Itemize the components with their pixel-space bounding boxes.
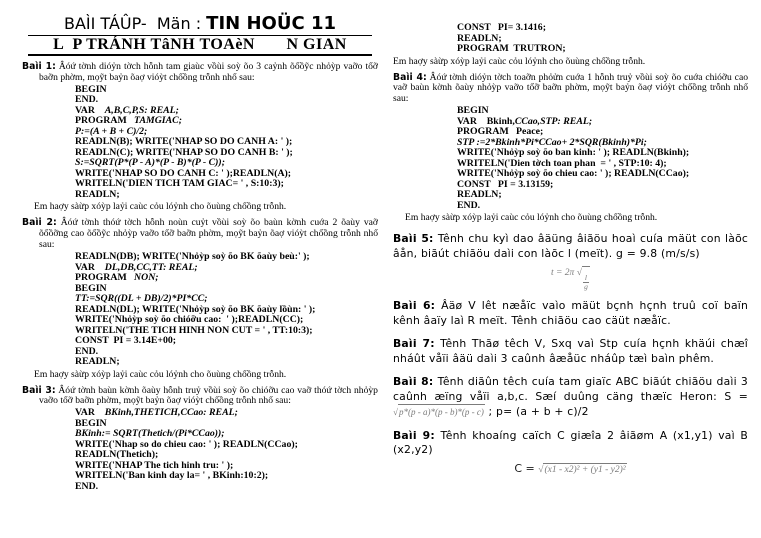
exercise-label: Baìi 4: [393,71,427,83]
code-line [457,201,748,212]
denominator: g [584,281,588,291]
code-block [457,23,748,55]
code-segment: BEGIN [75,83,107,95]
instruction-note: Em haợy sàừp xóỳp laỷi caùc cỏu lóỷnh cho õuùng chổồng trỗnh. [34,368,287,380]
exercise-label: Baìi 8: [393,375,434,389]
fraction [583,274,589,290]
code-segment: PROGRAM [75,272,135,284]
exercise-label: Baìi 5: [393,232,434,246]
code-line [75,482,378,493]
code-segment: A,B,C,P,S: REAL; [104,104,179,116]
code-segment: WRITE('NHAP SO DO CANH C: ' );READLN(A); [75,167,292,179]
text-run: ; p= (a + b + c)/2 [484,405,589,419]
code-segment: BEGIN [457,105,489,117]
code-line [75,190,378,201]
math-formula [393,266,748,290]
left-content [22,62,378,492]
code-segment: VAR [75,407,105,419]
code-block [75,408,378,492]
code-line [75,347,378,358]
instruction-note: Em haợy sàừp xóỳp laỷi caùc cỏu lóỷnh cho õuùng chổồng trỗnh. [393,55,646,67]
code-segment: DL,DB,CC,TT: REAL; [104,261,198,273]
code-segment: WRITELN('THE TICH HINH NON CUT = ' , TT:10:3); [75,324,313,336]
code-segment: WRITE('Nhap so do chieu cao: ' ); READLN(CCao); [75,438,298,450]
code-segment: CONST PI = 3.14E+00; [75,335,177,347]
right-content [393,23,748,476]
exercise-paragraph: Baìi 5: Tênh chu kyì dao âäüng âiãöu hoaì cuía mäüt con làõc âån, biãút chiãöu daìi con làõc l (meït). g = 9.8 (m/s/s) [393,232,749,260]
code-segment: END. [75,480,99,492]
radical-expression [538,463,626,476]
code-segment: WRITE('Nhỏỳp soỳ õo chióỡu cao: ' );READLN(CC); [75,314,304,326]
radicand [582,266,590,290]
exercise-label: Baìi 7: [393,337,435,351]
code-segment: READLN; [457,32,502,44]
code-line [75,336,378,347]
code-segment: READLN(Thetich); [75,449,159,461]
code-segment: WRITE('NHAP The tich hinh tru: ' ); [75,459,234,471]
exercise-paragraph [393,375,748,420]
code-segment: PROGRAM [75,115,135,127]
code-line [75,408,378,419]
code-line [75,471,378,482]
exercise-paragraph: Baìi 7: Tênh Thãø têch V, Sxq vaì Stp cuía hçnh khäúi chæî nháût våïi âäü daìi 3 caûnh âæåüc nháûp tæì baìn phêm. [393,337,748,365]
code-segment: END. [457,199,481,211]
code-segment: READLN(B); WRITE('NHAP SO DO CANH A: ' ); [75,136,293,148]
code-segment: BEGIN [75,417,107,429]
code-segment: TAMGIAC; [134,115,182,127]
exercise-paragraph: Baìi 2: Âóứ tờnh thóứ tờch hỗnh noùn cuỷt vồùi soỳ õo baùn kờnh cuớa 2 õaùy vaỡ õổồỡng cao õổồỹc nhỏỳp vaỡo tổỡ baỡn phờm, mọỹt baỷn õaợ vióỳt chổồng trỗnh nhổ sau: [22,217,378,251]
exercise-label: Baìi 2: [22,217,57,229]
code-segment: WRITELN('DIEN TICH TAM GIAC= ' , S:10:3); [75,178,284,190]
code-segment: CONST PI = 3.13159; [457,178,554,190]
document-subtitle: L P TRÁNH TâNH TOAèN N GIAN [53,36,347,53]
code-segment: READLN(DL); WRITE('Nhỏỳp soỳ õo BK õaùy lồùn: ' ); [75,303,316,315]
title-prefix: BAÌI TÁÛP- Män : [63,14,207,33]
code-segment: NON; [134,272,159,284]
code-segment: END. [75,345,99,357]
document-title [22,14,378,34]
math-formula [393,463,748,476]
code-segment: READLN(DB); WRITE('Nhỏỳp soỳ õo BK õaùy beù:' ); [75,251,310,263]
code-segment: P:=(A + B + C)/2; [75,125,148,137]
numerator: √ l [584,273,587,283]
radicand: (x1 - x2)² + (y1 - y2)² [544,464,626,475]
code-segment: TT:=SQR((DL + DB)/2)*PI*CC; [75,293,208,305]
exercise-label: Baìi 3: [22,384,56,396]
subtitle-divider [28,54,372,56]
code-line [457,190,748,201]
code-segment: WRITE('Nhỏỳp soỳ õo chieu cao: ' ); READLN(CCao); [457,168,690,180]
left-column [22,12,378,492]
code-segment: STP :=2*Bkinh*Pi*CCao+ 2*SQR(Bkinh)*Pi; [457,136,647,148]
code-segment: WRITELN('Ban kinh day la= ' , BKinh:10:2); [75,470,269,482]
code-segment: READLN; [75,356,120,368]
exercise-label: Baìi 9: [393,428,435,442]
exercise-paragraph: Baìi 4: Âóứ tờnh dióỷn tờch toaỡn phỏửn cuớa 1 hỗnh truỷ vồùi soỳ õo cuớa chióỡu cao vaỡ baùn kờnh õaùy nhỏỳp vaỡo tổỡ baỡn phờm, mọỹt baỷn õaợ vióỳt chổồng trỗnh nhổ sau: [393,71,748,105]
text-run: Tênh diãûn têch cuía tam giaïc ABC biãút chiãöu daìi 3 caûnh æïng våïi a,b,c. Sæí duûng cäng thæïc Heron: S = [393,375,749,403]
code-block [75,85,378,201]
formula-lead: C = [514,461,539,475]
code-line [75,357,378,368]
code-line [457,44,748,55]
exercise-label: Baìi 6: [393,299,436,313]
code-segment: CONST PI= 3.1416; [457,22,546,33]
code-segment: BEGIN [75,282,107,294]
instruction-note: Em haợy sàừp xóỳp laỷi caùc cỏu lóỷnh cho õuùng chổồng trỗnh. [405,212,658,224]
code-block [75,252,378,368]
code-segment: PROGRAM Peace; [457,126,544,138]
code-segment: BKinh:= SQRT(Thetich/(Pi*CCao)); [75,428,225,440]
code-segment: PROGRAM TRUTRON; [457,43,566,54]
exercise-paragraph: Baìi 1: Âóứ tờnh dióỷn tờch hỗnh tam giaùc vồùi soỳ õo 3 caỷnh õổồỹc nhỏỳp vaỡo tổỡ baỡn phờm, mọỹt baỷn õaợ vióỳt chổồng trỗnh nhổ sau: [22,61,378,83]
exercise-label: Baìi 1: [22,61,56,72]
formula-lead: t = 2π [551,268,575,279]
exercise-paragraph: Baìi 9: Tênh khoaíng caïch C giæîa 2 âiãøm A (x1,y1) vaì B (x2,y2) [393,428,749,457]
code-segment: VAR Bkinh, [457,115,515,127]
radical-expression [393,404,485,420]
code-line [75,85,378,96]
code-segment: WRITELN('Dien tờch toan phan = ' , STP:10: 4); [457,157,667,169]
instruction-note: Em haợy sàừp xóỳp laỷi caùc cỏu lóỷnh cho õuùng chổồng trỗnh. [34,201,287,213]
code-segment: READLN; [457,189,502,201]
code-segment: VAR [75,104,105,116]
radical-expression [577,266,590,290]
code-segment: CCao,STP: REAL; [514,115,593,127]
exercise-paragraph: Baìi 6: Âäø V lêt næåïc vaìo mäüt bçnh hçnh truû coï baïn kênh âaïy laì R meït. Tênh chiãöu cao cäüt næåïc. [393,299,749,327]
code-line [75,179,378,190]
course-name: TIN HOÜC 11 [206,13,336,34]
code-segment: BKinh,THETICH,CCao: REAL; [104,407,238,419]
code-block [457,106,748,211]
exercise-paragraph: Baìi 3: Âóứ tờnh baùn kờnh õaùy hỗnh truỷ vồùi soỳ õo chióỡu cao vaỡ thóứ tờch nhỏỳp vaỡo tổỡ baỡn phờm, mọỹt baỷn õaợ vióỳt chổồng trỗnh nhổ sau: [22,384,378,407]
right-column [393,12,748,492]
code-segment: READLN(C); WRITE('NHAP SO DO CANH B: ' ); [75,146,293,158]
code-segment: END. [75,94,99,106]
code-segment: READLN; [75,188,120,200]
radicand: p*(p - a)*(p - b)*(p - c) [398,404,485,420]
code-segment: S:=SQRT(P*(P - A)*(P - B)*(P - C)); [75,157,225,169]
code-segment: VAR [75,261,105,273]
code-segment: WRITE('Nhỏỳp soỳ õo ban kinh: ' ); READLN(Bkinh); [457,147,690,159]
code-line [75,273,378,284]
